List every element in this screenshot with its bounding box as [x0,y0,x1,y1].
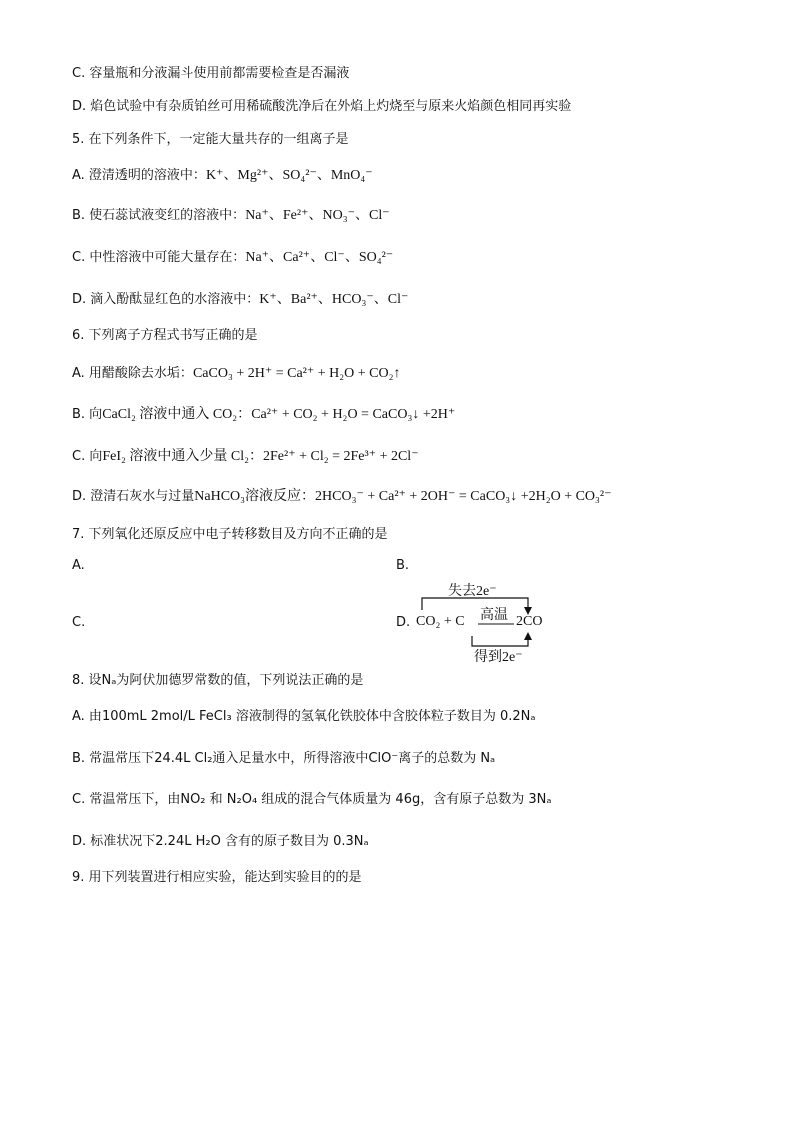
q8-c-text: NO₂ 和 N₂O₄ 组成的混合气体质量为 46g，含有原子总数为 3Nₐ [180,792,552,807]
q5-option-b [72,206,390,226]
q5-option-c [72,248,393,268]
q4-option-c: C. 容量瓶和分液漏斗使用前都需要检查是否漏液 [72,66,350,81]
q9-stem: 9. 用下列装置进行相应实验，能达到实验目的的是 [72,870,362,885]
electron-transfer-diagram [410,580,560,668]
q5-option-a [72,166,373,186]
q7-option-d: D. [396,615,411,630]
q6-d-equation: 2HCO₃⁻ + Ca²⁺ + 2OH⁻ = CaCO₃↓ +2H₂O + CO₃²⁻ [315,489,612,504]
q6-option-d [72,487,612,507]
q6-option-a [72,364,400,384]
q5-b-ions: Na⁺、Fe²⁺、NO₃⁻、Cl⁻ [245,208,390,223]
q8-d-text: 2.24L H₂O 含有的原子数目为 0.3Nₐ [155,834,369,849]
q6-b-equation: Ca²⁺ + CO₂ + H₂O = CaCO₃↓ +2H⁺ [251,407,456,422]
q8-option-b [72,749,495,769]
q5-c-ions: Na⁺、Ca²⁺、Cl⁻、SO₄²⁻ [245,250,394,265]
q5-a-label: A. 澄清透明的溶液中： [72,168,206,183]
condition-high-temp: 高温 [480,608,508,623]
reactants: CO₂ + C [416,614,465,629]
q8-option-c [72,790,551,810]
q8-c-label: C. 常温常压下，由 [72,792,181,807]
q5-b-label: B. 使石蕊试液变红的溶液中： [72,208,246,223]
gain-electrons-label: 得到2e⁻ [474,650,523,665]
q5-c-label: C. 中性溶液中可能大量存在： [72,250,246,265]
q6-option-c [72,447,419,467]
q7-stem: 7. 下列氧化还原反应中电子转移数目及方向不正确的是 [72,527,388,542]
q6-a-equation: CaCO₃ + 2H⁺ = Ca²⁺ + H₂O + CO₂↑ [192,366,401,381]
q8-b-text: 24.4L Cl₂通入足量水中，所得溶液中ClO⁻离子的总数为 Nₐ [154,751,496,766]
q8-d-label: D. 标准状况下 [72,834,156,849]
q8-b-label: B. 常温常压下 [72,751,155,766]
q8-a-text: 100mL 2mol/L FeCl₃ 溶液制得的氢氧化铁胶体中含胶体粒子数目为 0.2Nₐ [101,709,536,724]
q5-option-d [72,290,408,310]
q6-b-label: B. 向 [72,407,103,422]
q7-option-a: A. [72,558,85,573]
q5-stem: 5. 在下列条件下，一定能大量共存的一组离子是 [72,132,349,147]
q6-b-condition: CaCl₂ 溶液中通入 CO₂： [102,407,252,422]
q8-option-d [72,832,369,852]
q8-stem-text: Nₐ为阿伏加德罗常数的值，下列说法正确的是 [101,673,364,688]
q6-d-condition: NaHCO₃溶液反应： [194,489,316,504]
q8-option-a [72,707,535,727]
q6-c-equation: 2Fe²⁺ + Cl₂ = 2Fe³⁺ + 2Cl⁻ [263,449,419,464]
q6-a-label: A. 用醋酸除去水垢： [72,366,193,381]
q6-c-label: C. 向 [72,449,103,464]
q6-c-condition: FeI₂ 溶液中通入少量 Cl₂： [102,449,263,464]
q5-d-label: D. 滴入酚酞显红色的水溶液中： [72,292,260,307]
q4-option-d: D. 焰色试验中有杂质铂丝可用稀硫酸洗净后在外焰上灼烧至与原来火焰颜色相同再实验 [72,99,572,114]
q8-a-label: A. 由 [72,709,102,724]
q5-a-ions: K⁺、Mg²⁺、SO₄²⁻、MnO₄⁻ [205,168,373,183]
q8-stem-label: 8. 设 [72,673,102,688]
q7-option-b: B. [396,558,410,573]
products: 2CO [516,614,543,629]
q6-option-b [72,405,455,425]
lose-electrons-label: 失去2e⁻ [448,584,497,599]
q6-stem: 6. 下列离子方程式书写正确的是 [72,328,258,343]
q6-d-label: D. 澄清石灰水与过量 [72,489,195,504]
q8-stem [72,671,363,691]
q7-option-c: C. [72,615,86,630]
q5-d-ions: K⁺、Ba²⁺、HCO₃⁻、Cl⁻ [259,292,409,307]
